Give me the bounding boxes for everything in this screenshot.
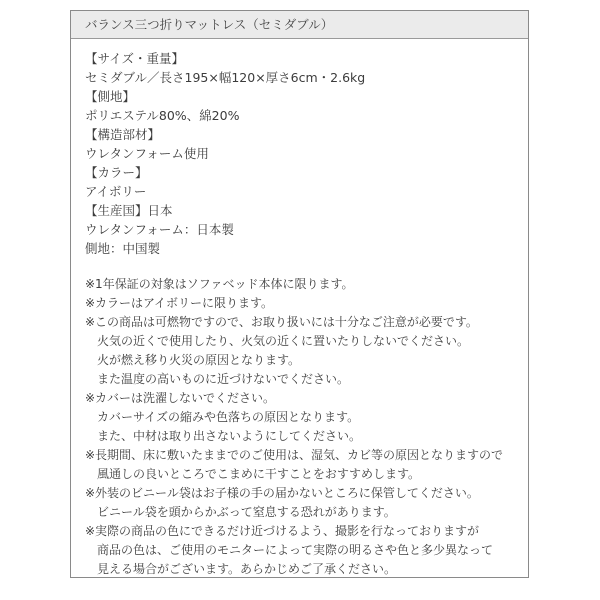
spec-line: 【サイズ・重量】 [85,51,185,66]
spec-line: 側地：中国製 [85,241,161,256]
spec-line: ウレタンフォーム：日本製 [85,222,234,237]
note-line: ※カラーはアイボリーに限ります。 [85,296,274,310]
note-line: 商品の色は、ご使用のモニターによって実際の明るさや色と多少異なって [97,543,494,557]
note-line: ※1年保証の対象はソファベッド本体に限ります。 [85,277,354,291]
note-line: ※カバーは洗濯しないでください。 [85,391,276,405]
spec-list [85,49,365,258]
spec-line: 【側地】 [85,89,136,104]
note-line: ※実際の商品の色にできるだけ近づけるよう、撮影を行なっておりますが [85,524,480,538]
spec-line: 【カラー】 [85,165,148,180]
note-line: 見える場合がございます。あらかじめご了承ください。 [97,562,397,576]
note-line: 風通しの良いところでこまめに干すことをおすすめします。 [97,467,421,481]
note-line: ビニール袋を頭からかぶって窒息する恐れがあります。 [97,505,396,519]
note-line: 火気の近くで使用したり、火気の近くに置いたりしないでください。 [97,334,470,348]
note-line: また温度の高いものに近づけないでください。 [97,372,350,386]
note-line: ※この商品は可燃物ですので、お取り扱いには十分なご注意が必要です。 [85,315,478,329]
spec-panel [70,10,529,578]
spec-line: ウレタンフォーム使用 [85,146,209,161]
note-line: 火が燃え移り火災の原因となります。 [97,353,301,367]
spec-line: セミダブル／長さ195×幅120×厚さ6cm・2.6kg [85,70,366,85]
panel-title: バランス三つ折りマットレス（セミダブル） [71,11,528,39]
note-line: また、中材は取り出さないようにしてください。 [97,429,362,443]
note-line: ※長期間、床に敷いたままでのご使用は、湿気、カビ等の原因となりますので [85,448,504,462]
spec-line: 【生産国】日本 [85,203,173,218]
spec-line: 【構造部材】 [85,127,161,142]
note-line: カバーサイズの縮みや色落ちの原因となります。 [97,410,360,424]
spec-line: アイボリー [85,184,147,199]
note-line: ※外装のビニール袋はお子様の手の届かないところに保管してください。 [85,486,479,500]
spec-line: ポリエステル80%、綿20% [85,108,240,123]
notes-list [85,275,503,579]
